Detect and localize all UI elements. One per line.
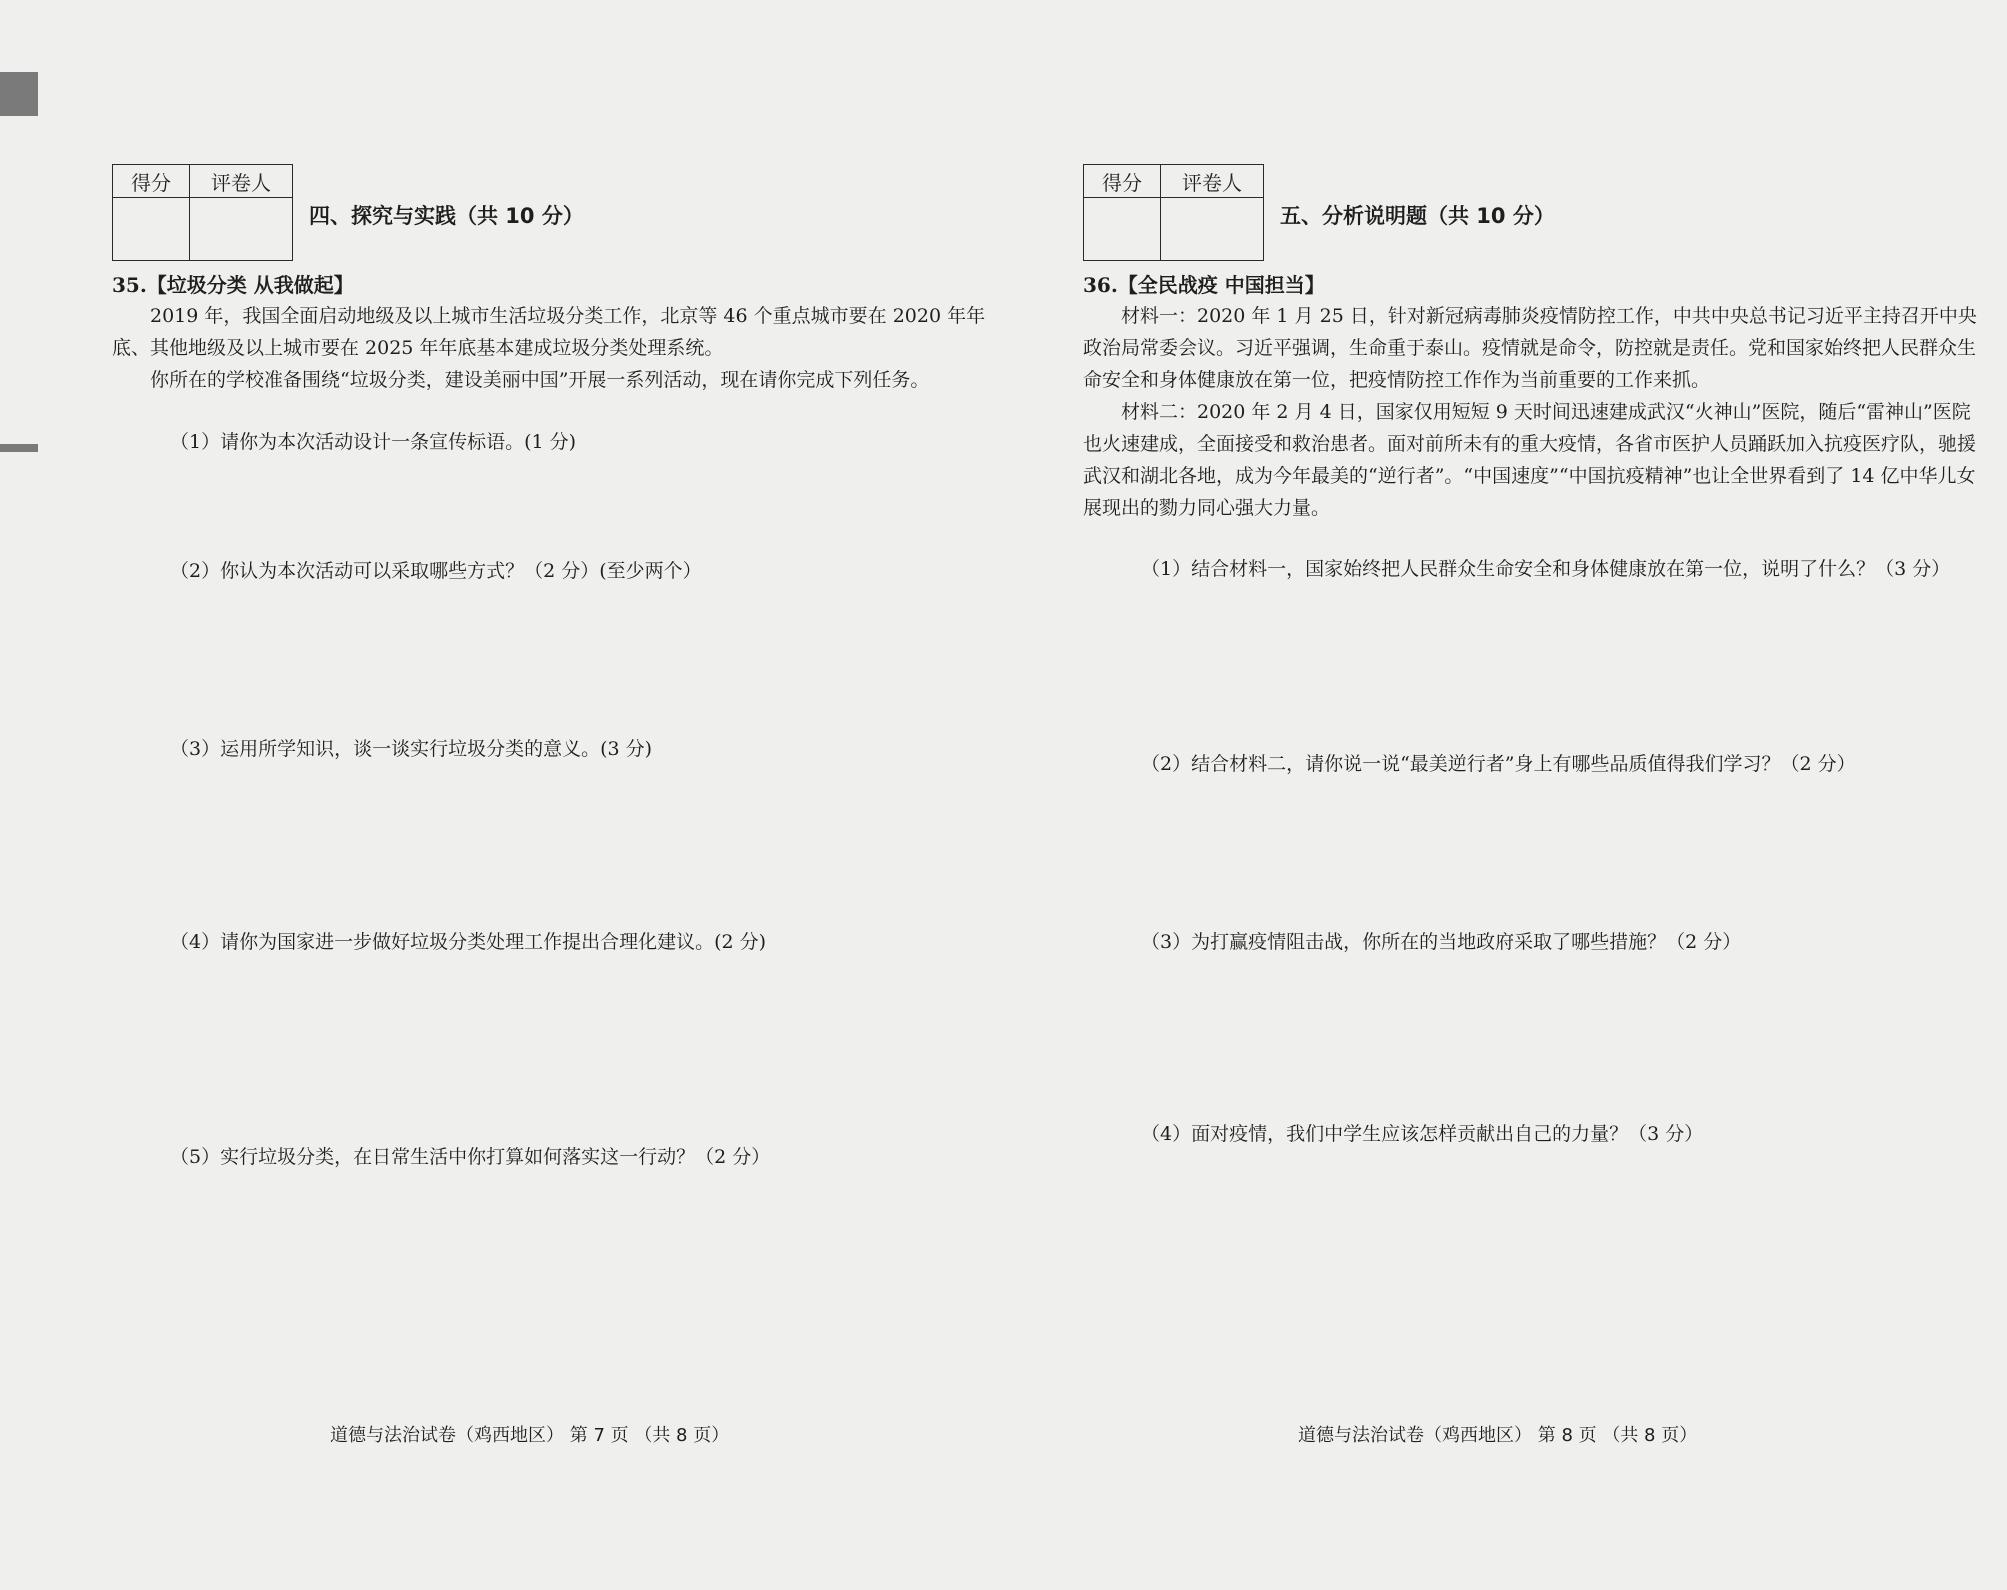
grader-label: 评卷人	[1161, 165, 1264, 198]
score-cell[interactable]	[1084, 198, 1161, 261]
score-table	[112, 164, 293, 261]
question-title: 36.【全民战疫 中国担当】	[1083, 273, 1325, 297]
score-label: 得分	[113, 165, 190, 198]
binding-edge-mark	[0, 444, 38, 452]
exam-page-7	[112, 160, 1012, 1168]
subquestion: （2）你认为本次活动可以采取哪些方式？（2 分）(至少两个）	[170, 560, 702, 582]
subquestion: （2）结合材料二，请你说一说“最美逆行者”身上有哪些品质值得我们学习？（2 分）	[1141, 753, 1856, 775]
grader-cell[interactable]	[1161, 198, 1264, 261]
score-table	[1083, 164, 1264, 261]
exam-page-8	[1083, 160, 1983, 1145]
score-label: 得分	[1084, 165, 1161, 198]
question-paragraph: 材料二：2020 年 2 月 4 日，国家仅用短短 9 天时间迅速建成武汉“火神山”医院，随后“雷神山”医院也火速建成，全面接受和救治患者。面对前所未有的重大疫情，各省市医护人员踊跃加入抗疫医疗队，驰援武汉和湖北各地，成为今年最美的“逆行者”。“中国速度”“中国抗疫精神”也让全世界看到了 14 亿中华儿女展现出的勠力同心强大力量。	[1083, 401, 1977, 519]
score-header	[112, 160, 1012, 260]
subquestion: （3）为打赢疫情阻击战，你所在的当地政府采取了哪些措施？（2 分）	[1141, 931, 1742, 953]
score-cell[interactable]	[113, 198, 190, 261]
question-paragraph: 2019 年，我国全面启动地级及以上城市生活垃圾分类工作，北京等 46 个重点城市要在 2020 年年底、其他地级及以上城市要在 2025 年年底基本建成垃圾分类处理系统。	[112, 305, 986, 359]
binding-edge-mark	[0, 72, 38, 116]
section-title: 四、探究与实践（共 10 分）	[309, 204, 584, 228]
subquestion: （3）运用所学知识，谈一谈实行垃圾分类的意义。(3 分)	[170, 738, 653, 760]
score-header	[1083, 160, 1983, 260]
grader-label: 评卷人	[190, 165, 293, 198]
section-title: 五、分析说明题（共 10 分）	[1280, 204, 1555, 228]
page-footer: 道德与法治试卷（鸡西地区） 第 7 页 （共 8 页）	[330, 1425, 730, 1446]
subquestion: （4）请你为国家进一步做好垃圾分类处理工作提出合理化建议。(2 分)	[170, 931, 767, 953]
subquestion: （4）面对疫情，我们中学生应该怎样贡献出自己的力量？（3 分）	[1141, 1123, 1704, 1145]
question-title: 35.【垃圾分类 从我做起】	[112, 273, 354, 297]
grader-cell[interactable]	[190, 198, 293, 261]
question-paragraph: 材料一：2020 年 1 月 25 日，针对新冠病毒肺炎疫情防控工作，中共中央总书记习近平主持召开中央政治局常委会议。习近平强调，生命重于泰山。疫情就是命令，防控就是责任。党和国家始终把人民群众生命安全和身体健康放在第一位，把疫情防控工作作为当前重要的工作来抓。	[1083, 305, 1977, 391]
subquestion: （5）实行垃圾分类，在日常生活中你打算如何落实这一行动？（2 分）	[170, 1146, 771, 1168]
page-footer: 道德与法治试卷（鸡西地区） 第 8 页 （共 8 页）	[1298, 1425, 1698, 1446]
question-paragraph: 你所在的学校准备围绕“垃圾分类，建设美丽中国”开展一系列活动，现在请你完成下列任务。	[150, 369, 930, 391]
subquestion: （1）请你为本次活动设计一条宣传标语。(1 分)	[170, 431, 577, 453]
subquestion: （1）结合材料一，国家始终把人民群众生命安全和身体健康放在第一位，说明了什么？（3 分）	[1141, 558, 1951, 580]
